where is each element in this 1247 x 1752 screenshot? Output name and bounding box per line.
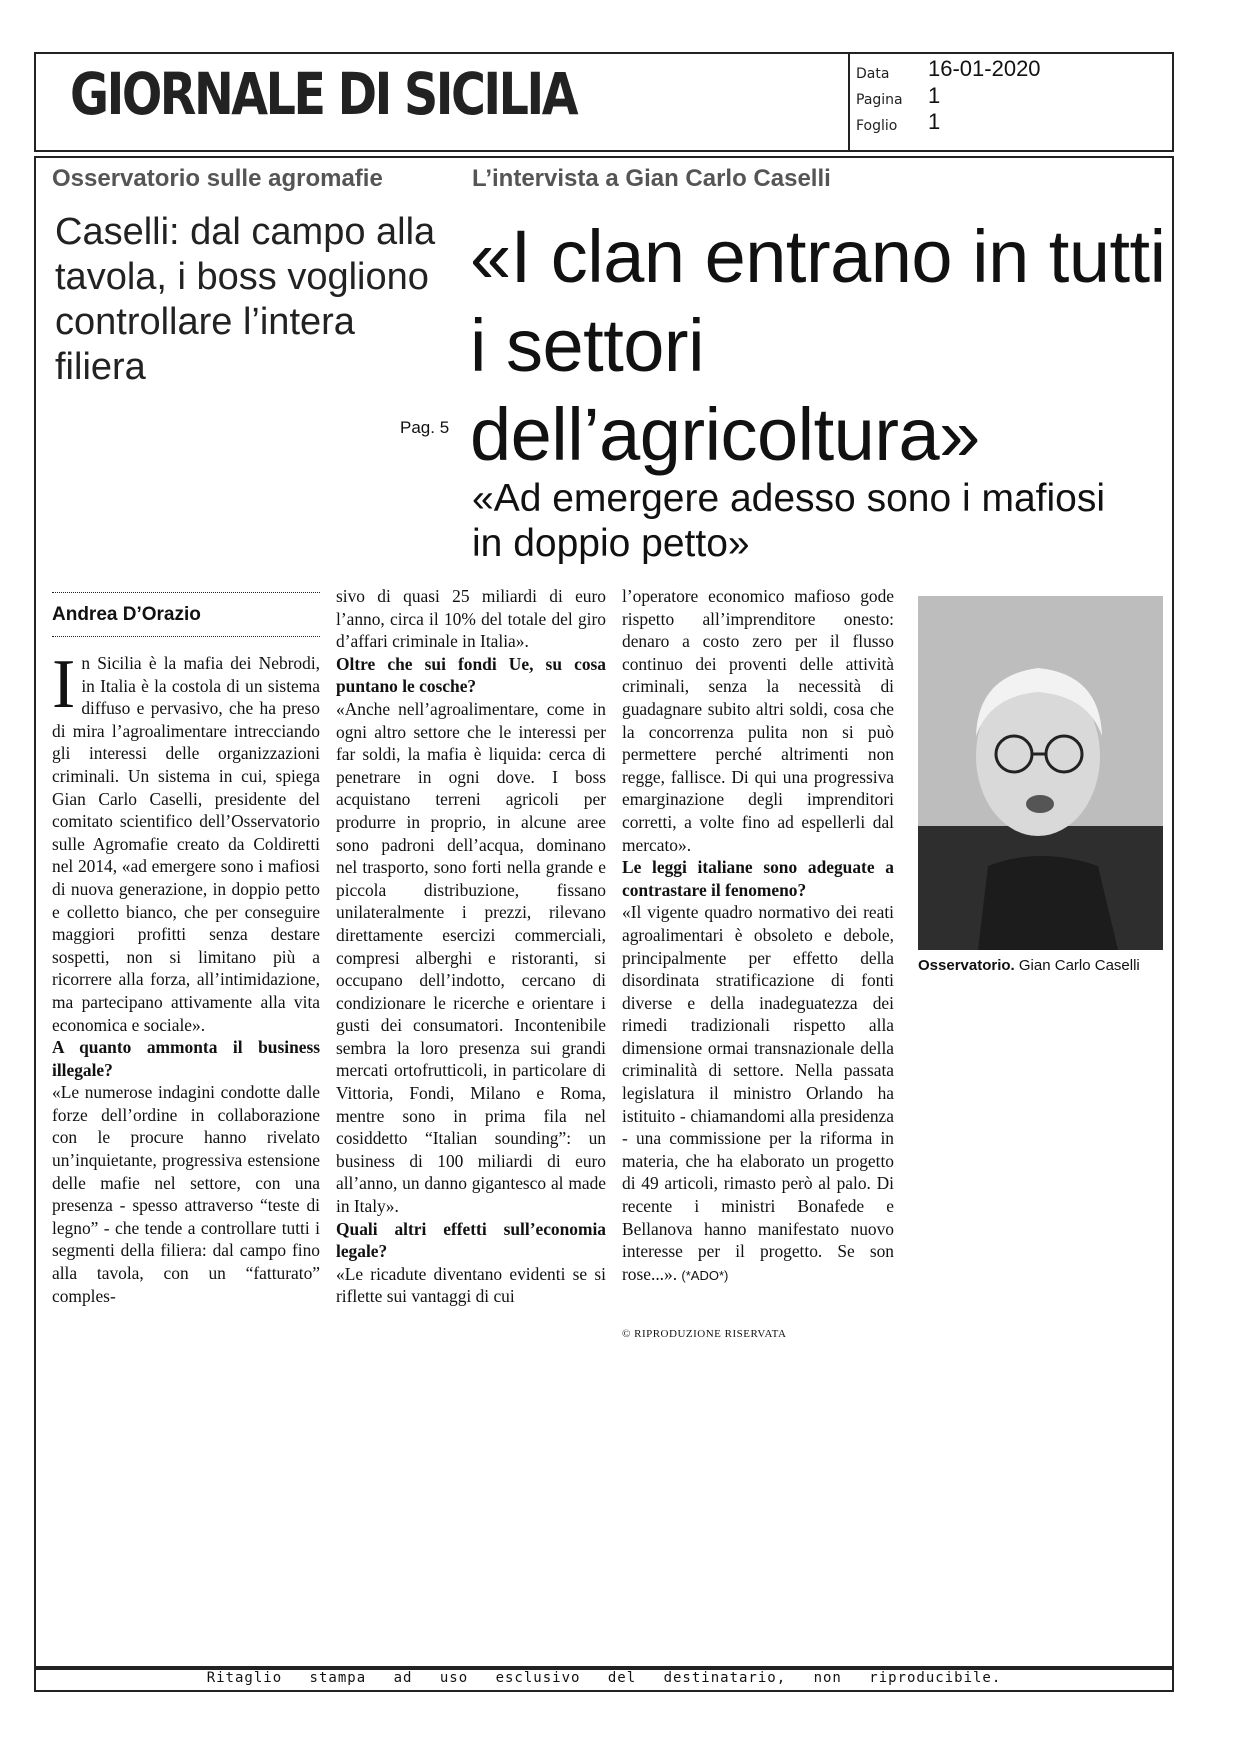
page-reference: Pag. 5 [400,418,450,437]
portrait-photo [918,596,1163,950]
main-headline: «I clan entrano in tutti i settori dell’agricoltura» [470,215,1166,476]
question: A quanto ammonta il business illegale? [52,1037,320,1080]
page-label: Pagina [856,92,903,108]
copyright-notice: © RIPRODUZIONE RISERVATA [622,1328,787,1340]
portrait-illustration [918,596,1163,950]
caption-label: Osservatorio. [918,957,1015,974]
left-headline: Caselli: dal campo alla tavola, i boss vogliono controllare l’intera filiera [55,211,436,388]
question: Quali altri effetti sull’economia legale? [336,1218,606,1262]
caption-text: Gian Carlo Caselli [1018,957,1140,974]
left-kicker: Osservatorio sulle agromafie [52,165,383,192]
paragraph: «Le ricadute diventano evidenti se si riflette sui vantaggi di cui [336,1263,606,1307]
byline-rule-top [52,592,320,593]
paragraph: «Il vigente quadro normativo dei reati agroalimentari è obsoleto e debole, principalmente per effetto della disordinata stratificazione di fonti diverse e della inadeguatezza dei rimedi tradizionali rispetto alla dimensione ormai transnazionale della criminalità di settore. Nella passata legislatura il ministro Orlando ha istituito - chiamandomi alla presidenza - una commissione per la riforma in materia, che ha elaborato un progetto di 49 articoli, rimasto però al palo. Di recente i ministri Bonafede e Bellanova hanno manifestato nuovo interesse per il progetto. Se son rose...». (*ADO*) [622,902,894,1284]
question: Oltre che sui fondi Ue, su cosa puntano le cosche? [336,653,606,697]
footer-disclaimer: Ritaglio stampa ad uso esclusivo del destinatario, non riproducibile. [206,1670,1002,1686]
paragraph: sivo di quasi 25 miliardi di euro l’anno, circa il 10% del totale del giro d’affari criminale in Italia». [336,586,606,652]
article-column-2 [336,585,606,1308]
date-value: 16-01-2020 [928,56,1041,81]
signoff: (*ADO*) [681,1267,729,1283]
date-label: Data [856,66,890,82]
paragraph: l’operatore economico mafioso gode rispetto all’imprenditore onesto: denaro a costo zero per il flusso continuo dei proventi delle attività criminali, senza la necessità di guadagnare subito altri soldi, cosa che la concorrenza pulita non si può permettere perché altrimenti non regge, fallisce. Di qui una progressiva emarginazione degli imprenditori corretti, a volte fino ad espellerli dal mercato». [622,586,894,855]
question: Le leggi italiane sono adeguate a contrastare il fenomeno? [622,857,894,900]
paragraph: n Sicilia è la mafia dei Nebrodi, in Italia è la costola di un sistema diffuso e pervasivo, che ha preso di mira l’agroalimentare intrecciando gli interessi delle organizzazioni criminali. Un sistema in cui, spiega Gian Carlo Caselli, presidente del comitato scientifico dell’Osservatorio sulle Agromafie creato da Coldiretti nel 2014, «ad emergere sono i mafiosi di nuova generazione, in doppio petto e colletto bianco, che per conseguire maggiori profitti senza destare sospetti, non si limitano più a ricorrere alla forza, all’intimidazione, ma partecipano attivamente alla vita economica e sociale». [52,653,320,1035]
page-value: 1 [928,83,941,108]
photo-caption [918,957,1140,974]
byline-rule-bottom [52,636,320,637]
sheet-value: 1 [928,109,941,134]
article-column-1 [52,646,320,1307]
paragraph: «Le numerose indagini condotte dalle forze dell’ordine in collaborazione con le procure hanno rivelato un’inquietante, progressiva estensione delle mafie nel settore, con una presenza - spesso attraverso “teste di legno” - che tende a controllare tutti i segmenti della filiera: dal campo fino alla tavola, con un “fatturato” comples- [52,1082,320,1306]
paragraph: «Anche nell’agroalimentare, come in ogni altro settore che le interessi per far soldi, la mafia è liquida: cerca di penetrare in ogni dove. I boss acquistano terreni agricoli per produrre in proprio, in alcune aree sono padroni dell’acqua, dominano nel trasporto, sono forti nella grande e piccola distribuzione, fissano unilateralmente i prezzi, rilevano direttamente esercizi commerciali, compresi alberghi e ristoranti, si occupano dell’indotto, cercano di condizionare le ricerche e orientare i gusti dei consumatori. Incontenibile sembra la loro presenza sui grandi mercati ortofrutticoli, in particolare di Vittoria, Fondi, Milano e Roma, mentre sono in prima fila nel cosiddetto “Italian sounding”: un business di 100 miliardi di euro all’anno, un danno gigantesco al made in Italy». [336,698,606,1217]
main-kicker: L’intervista a Gian Carlo Caselli [472,165,831,192]
sub-headline: «Ad emergere adesso sono i mafiosi in doppio petto» [472,477,1106,565]
article-column-3 [622,585,894,1287]
dropcap: I [52,646,76,723]
masthead: GIORNALE DI SICILIA [70,60,577,128]
sheet-label: Foglio [856,118,898,134]
byline: Andrea D’Orazio [52,604,201,625]
